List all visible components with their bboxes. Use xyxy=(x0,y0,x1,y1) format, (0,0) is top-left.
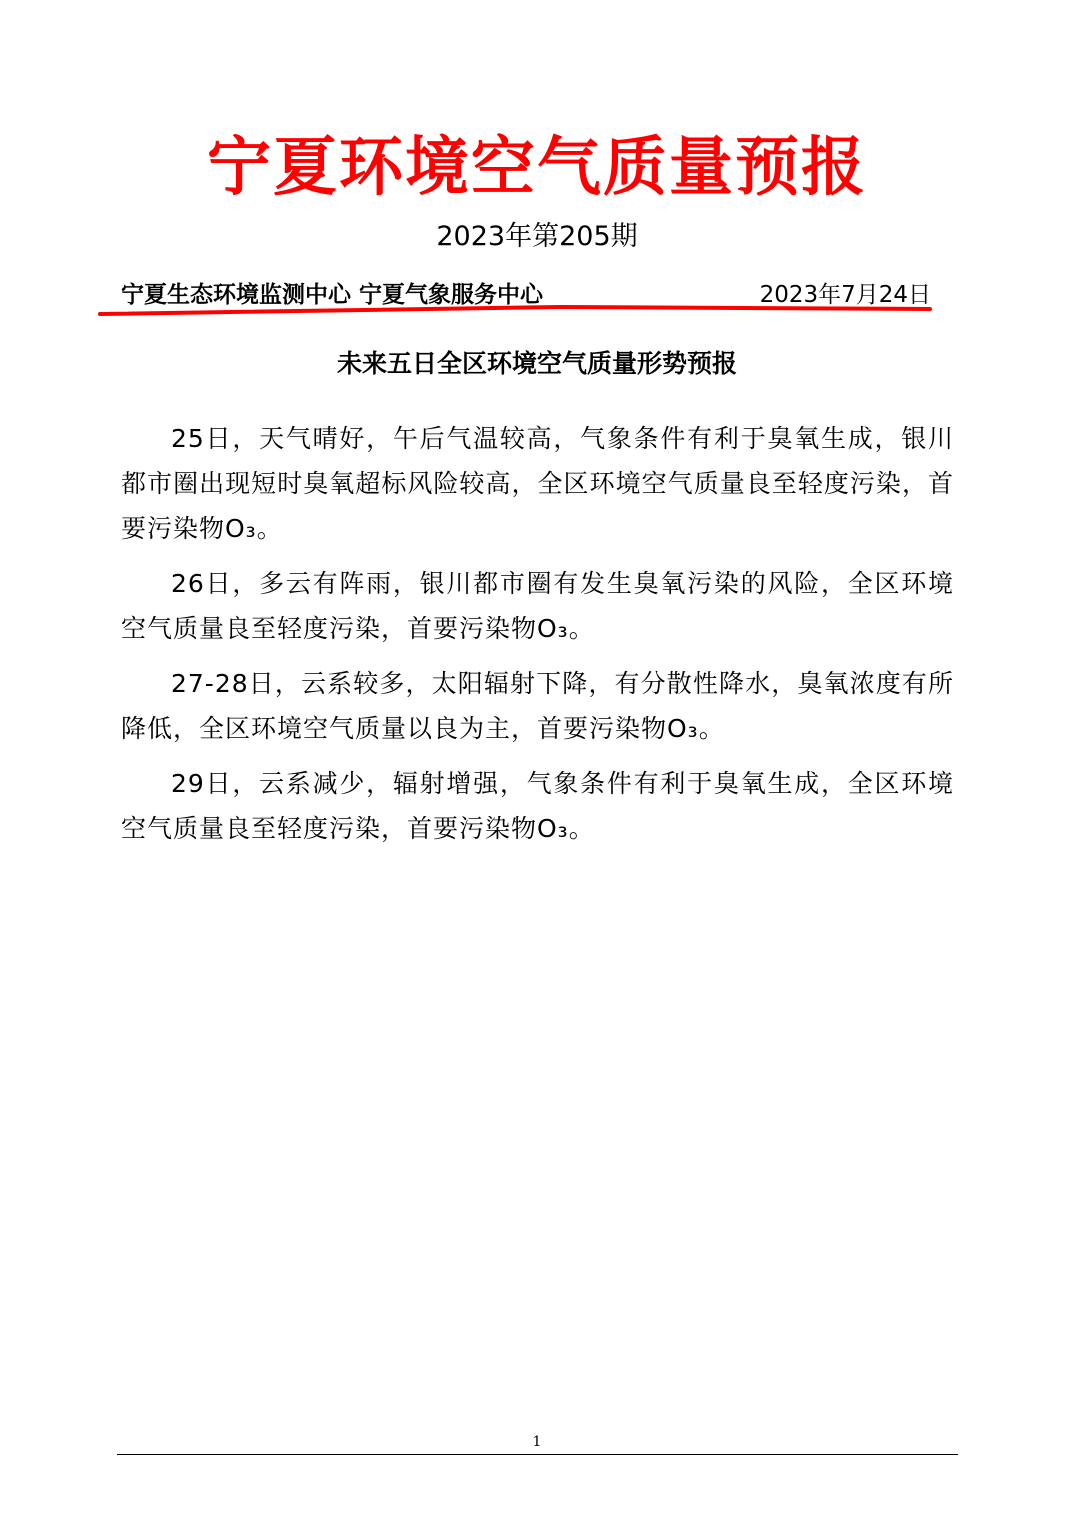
forecast-body xyxy=(121,416,954,861)
forecast-paragraph-27-28: 27-28日，云系较多，太阳辐射下降，有分散性降水，臭氧浓度有所降低，全区环境空气质量以良为主，首要污染物O₃。 xyxy=(121,669,954,743)
issue-number: 2023年第205期 xyxy=(436,221,638,252)
page-number: 1 xyxy=(532,1434,542,1450)
forecast-paragraph-25: 25日，天气晴好，午后气温较高，气象条件有利于臭氧生成，银川都市圈出现短时臭氧超标风险较高，全区环境空气质量良至轻度污染，首要污染物O₃。 xyxy=(121,424,954,543)
red-rule-line xyxy=(100,307,930,314)
masthead-red-rule xyxy=(0,0,1074,330)
forecast-paragraph-29: 29日，云系减少，辐射增强，气象条件有利于臭氧生成，全区环境空气质量良至轻度污染，首要污染物O₃。 xyxy=(121,769,954,843)
masthead-title: 宁夏环境空气质量预报 xyxy=(207,130,867,205)
footer-rule xyxy=(117,1454,958,1455)
forecast-paragraph-26: 26日，多云有阵雨，银川都市圈有发生臭氧污染的风险，全区环境空气质量良至轻度污染，首要污染物O₃。 xyxy=(121,569,954,643)
section-heading: 未来五日全区环境空气质量形势预报 xyxy=(336,349,737,378)
publish-date: 2023年7月24日 xyxy=(759,282,931,308)
publisher-line: 宁夏生态环境监测中心 宁夏气象服务中心 xyxy=(121,282,544,308)
